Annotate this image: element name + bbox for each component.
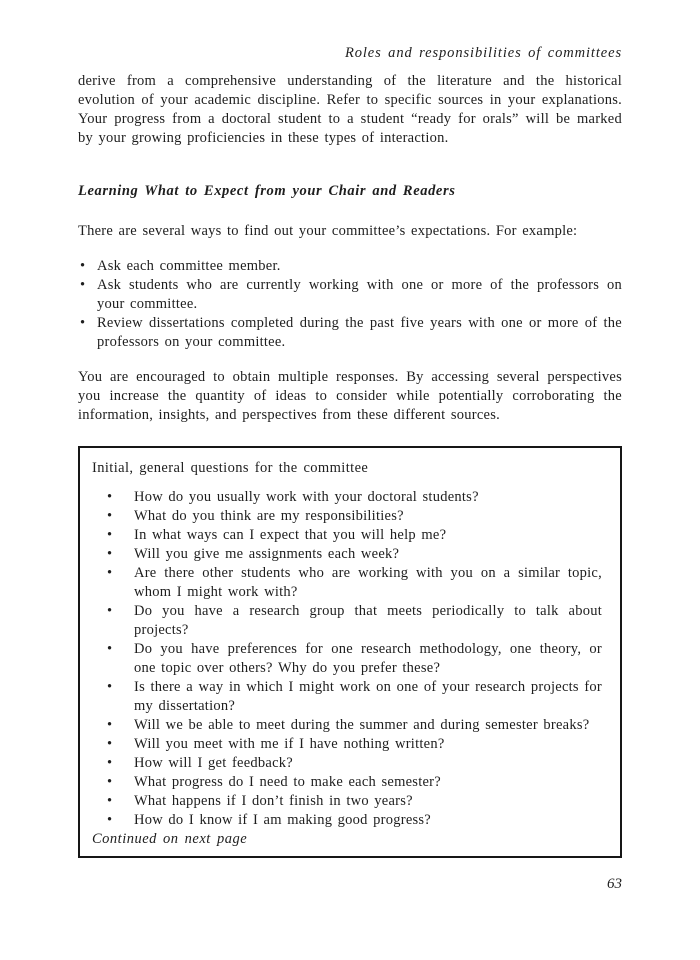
question-item: • What progress do I need to make each semester? [92, 773, 602, 792]
question-item: • Will you meet with me if I have nothing written? [92, 735, 602, 754]
intro-paragraph: derive from a comprehensive understanding of the literature and the historical evolution of your academic discipline. Refer to specific sources in your explanations. Your progress from a doctoral student to a student “ready for orals” will be marked by your growing proficiencies in these types of interaction. [78, 73, 622, 146]
page-number: 63 [607, 876, 622, 892]
question-item: • How will I get feedback? [92, 754, 602, 773]
question-item: • Will we be able to meet during the summer and during semester breaks? [92, 716, 602, 735]
list-item: • Ask students who are currently working with one or more of the professors on your committee. [78, 276, 622, 314]
question-item: • How do you usually work with your doctoral students? [92, 488, 602, 507]
question-item: • Are there other students who are working with you on a similar topic, whom I might work with? [92, 564, 602, 602]
question-item: • Do you have a research group that meets periodically to talk about projects? [92, 602, 602, 640]
list-item: • Ask each committee member. [78, 257, 622, 276]
section-heading: Learning What to Expect from your Chair and Readers [78, 183, 456, 199]
question-item: • Is there a way in which I might work on one of your research projects for my dissertation? [92, 678, 602, 716]
list-item: • Review dissertations completed during the past five years with one or more of the professors on your committee. [78, 314, 622, 352]
question-item: • How do I know if I am making good progress? [92, 811, 602, 830]
question-item: • What do you think are my responsibilities? [92, 507, 602, 526]
question-item: • What happens if I don’t finish in two years? [92, 792, 602, 811]
continued-note: Continued on next page [92, 831, 248, 847]
question-box-title: Initial, general questions for the committee [92, 460, 369, 476]
running-header: Roles and responsibilities of committees [344, 45, 622, 61]
lead-paragraph: There are several ways to find out your committee’s expectations. For example: [78, 223, 578, 239]
question-item: • In what ways can I expect that you will help me? [92, 526, 602, 545]
ways-to-find-out-list [78, 257, 622, 352]
question-item: • Will you give me assignments each week? [92, 545, 602, 564]
question-list [92, 488, 602, 830]
question-item: • Do you have preferences for one research methodology, one theory, or one topic over others? Why do you prefer these? [92, 640, 602, 678]
question-box [78, 446, 622, 858]
closing-paragraph: You are encouraged to obtain multiple responses. By accessing several perspectives you increase the quantity of ideas to consider while potentially corroborating the information, insights, and perspectives from these different sources. [78, 369, 622, 423]
